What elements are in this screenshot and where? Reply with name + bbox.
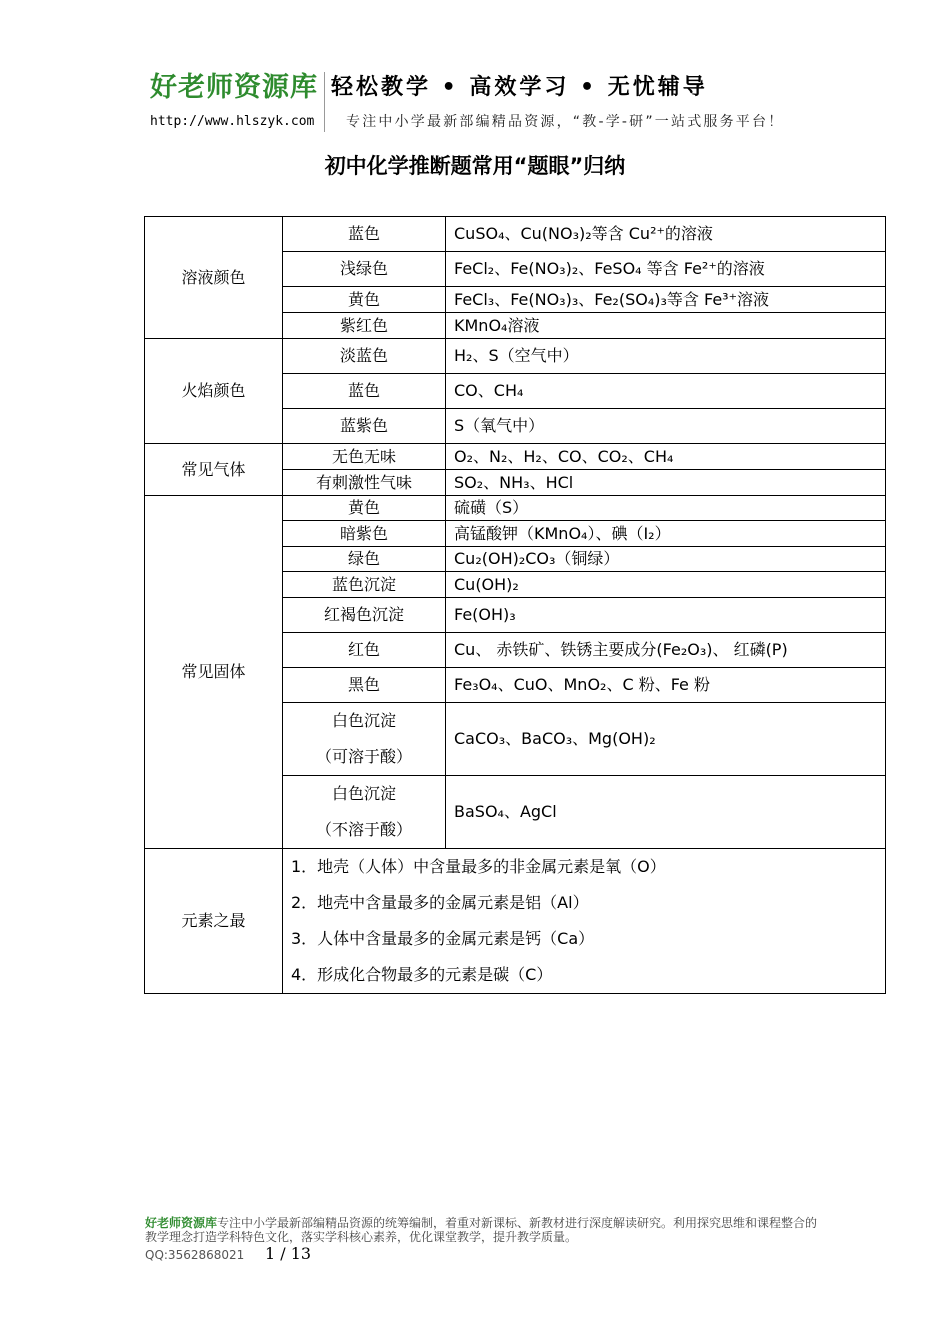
fact-item: 2．地壳中含量最多的金属元素是铝（Al） bbox=[291, 893, 589, 912]
property-note: （不溶于酸） bbox=[315, 820, 412, 839]
table-row bbox=[145, 339, 886, 374]
value-cell: 硫磺（S） bbox=[446, 496, 886, 521]
property-line: 白色沉淀 bbox=[331, 784, 396, 803]
property-cell bbox=[283, 703, 446, 776]
property-cell: 无色无味 bbox=[283, 444, 446, 470]
property-cell: 黄色 bbox=[283, 287, 446, 313]
category-cell: 常见固体 bbox=[145, 496, 283, 849]
value-cell: Cu、 赤铁矿、铁锈主要成分(Fe₂O₃)、 红磷(P) bbox=[446, 633, 886, 668]
chemistry-hints-table bbox=[144, 216, 886, 994]
property-cell bbox=[283, 776, 446, 849]
property-cell: 黄色 bbox=[283, 496, 446, 521]
page-footer bbox=[145, 1216, 825, 1244]
table-row bbox=[145, 849, 886, 994]
header-slogan: 轻松教学 • 高效学习 • 无忧辅导 bbox=[331, 75, 708, 100]
property-cell: 黑色 bbox=[283, 668, 446, 703]
header-subtitle: 专注中小学最新部编精品资源，“教-学-研”一站式服务平台！ bbox=[346, 114, 785, 130]
property-line: 白色沉淀 bbox=[331, 711, 396, 730]
value-cell: SO₂、NH₃、HCl bbox=[446, 470, 886, 496]
table-row bbox=[145, 496, 886, 521]
property-cell: 浅绿色 bbox=[283, 252, 446, 287]
value-cell: Fe(OH)₃ bbox=[446, 598, 886, 633]
footer-brand: 好老师资源库 bbox=[145, 1216, 218, 1230]
value-cell: H₂、S（空气中） bbox=[446, 339, 886, 374]
value-cell: Cu(OH)₂ bbox=[446, 572, 886, 598]
category-cell: 元素之最 bbox=[145, 849, 283, 994]
property-cell: 绿色 bbox=[283, 547, 446, 572]
property-note: （可溶于酸） bbox=[315, 747, 412, 766]
property-cell: 暗紫色 bbox=[283, 521, 446, 547]
fact-item: 4．形成化合物最多的元素是碳（C） bbox=[291, 965, 553, 984]
facts-cell bbox=[283, 849, 886, 994]
value-cell: CO、CH₄ bbox=[446, 374, 886, 409]
value-cell: O₂、N₂、H₂、CO、CO₂、CH₄ bbox=[446, 444, 886, 470]
brand-logo-text: 好老师资源库 bbox=[150, 72, 318, 103]
property-cell: 蓝紫色 bbox=[283, 409, 446, 444]
value-cell: 高锰酸钾（KMnO₄）、碘（I₂） bbox=[446, 521, 886, 547]
page-header bbox=[150, 68, 895, 132]
value-cell: KMnO₄溶液 bbox=[446, 313, 886, 339]
value-cell: FeCl₂、Fe(NO₃)₂、FeSO₄ 等含 Fe²⁺的溶液 bbox=[446, 252, 886, 287]
property-cell: 蓝色 bbox=[283, 374, 446, 409]
value-cell: CuSO₄、Cu(NO₃)₂等含 Cu²⁺的溶液 bbox=[446, 217, 886, 252]
value-cell: S（氧气中） bbox=[446, 409, 886, 444]
property-cell: 淡蓝色 bbox=[283, 339, 446, 374]
property-cell: 红色 bbox=[283, 633, 446, 668]
category-cell: 火焰颜色 bbox=[145, 339, 283, 444]
header-url[interactable]: http://www.hlszyk.com bbox=[150, 113, 315, 129]
value-cell: BaSO₄、AgCl bbox=[446, 776, 886, 849]
page-number: 1 / 13 bbox=[265, 1244, 312, 1263]
category-cell: 常见气体 bbox=[145, 444, 283, 496]
value-cell: Fe₃O₄、CuO、MnO₂、C 粉、Fe 粉 bbox=[446, 668, 886, 703]
fact-item: 3．人体中含量最多的金属元素是钙（Ca） bbox=[291, 929, 595, 948]
fact-item: 1．地壳（人体）中含量最多的非金属元素是氧（O） bbox=[291, 857, 666, 876]
property-cell: 蓝色沉淀 bbox=[283, 572, 446, 598]
header-divider bbox=[324, 72, 325, 132]
property-cell: 紫红色 bbox=[283, 313, 446, 339]
property-cell: 红褐色沉淀 bbox=[283, 598, 446, 633]
property-cell: 有刺激性气味 bbox=[283, 470, 446, 496]
category-cell: 溶液颜色 bbox=[145, 217, 283, 339]
document-title: 初中化学推断题常用“题眼”归纳 bbox=[324, 154, 626, 178]
value-cell: Cu₂(OH)₂CO₃（铜绿） bbox=[446, 547, 886, 572]
footer-description: 专注中小学最新部编精品资源的统筹编制，着重对新课标、新教材进行深度解读研究。利用探究思维和课程整合的教学理念打造学科特色文化，落实学科核心素养，优化课堂教学，提升教学质量。 bbox=[145, 1216, 818, 1244]
footer-qq: QQ:3562868021 bbox=[145, 1248, 245, 1262]
table-row bbox=[145, 217, 886, 252]
value-cell: FeCl₃、Fe(NO₃)₃、Fe₂(SO₄)₃等含 Fe³⁺溶液 bbox=[446, 287, 886, 313]
property-cell: 蓝色 bbox=[283, 217, 446, 252]
table-row bbox=[145, 444, 886, 470]
value-cell: CaCO₃、BaCO₃、Mg(OH)₂ bbox=[446, 703, 886, 776]
